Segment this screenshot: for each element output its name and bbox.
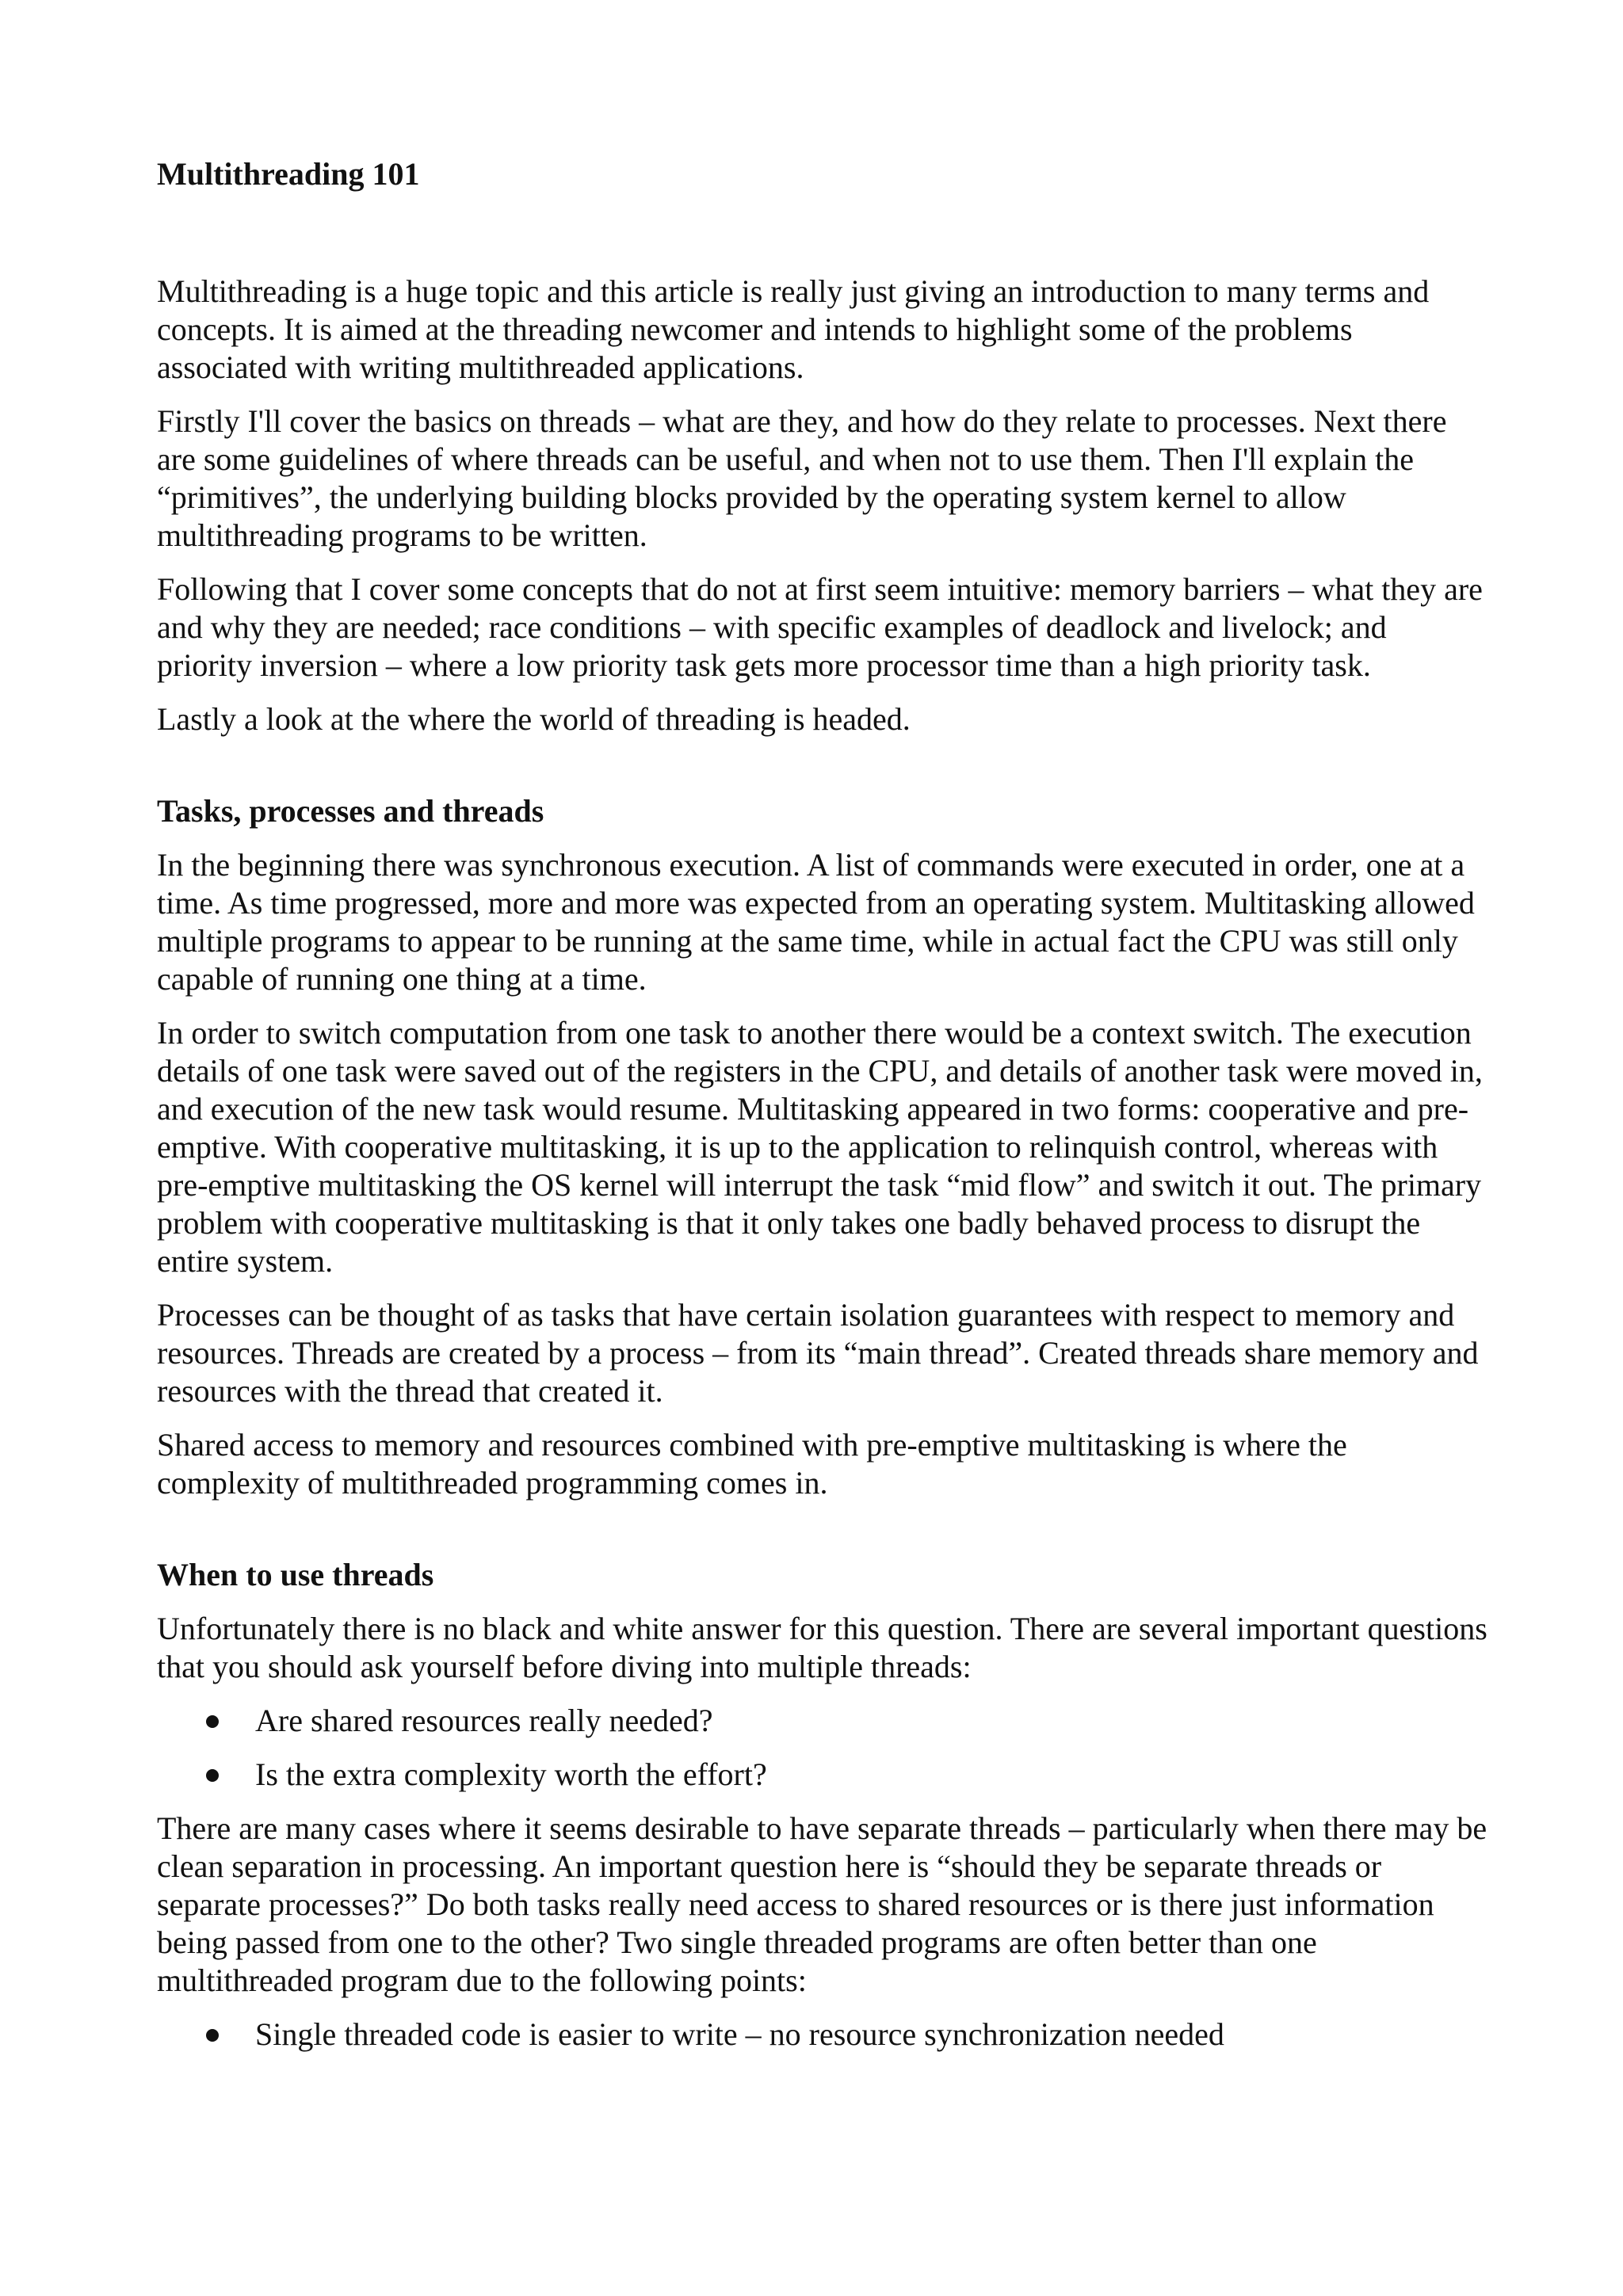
intro-paragraph-2: Firstly I'll cover the basics on threads – what are they, and how do they relate to processes. Next there are some guidelines of where threads can be useful, and when not to use them. Then I'll explain the “primitives”, the underlying building blocks provided by the operating system kernel to allow multithreading programs to be written. <box>157 403 1447 553</box>
intro-section <box>157 273 1488 738</box>
list-item <box>157 2016 1488 2054</box>
tasks-paragraph-3: Processes can be thought of as tasks that have certain isolation guarantees with respect to memory and resources. Threads are created by a process – from its “main thread”. Created threads share memory and resources with the thread that created it. <box>157 1297 1479 1409</box>
tasks-paragraph-1: In the beginning there was synchronous execution. A list of commands were executed in order, one at a time. As time progressed, more and more was expected from an operating system. Multitasking allowed multiple programs to appear to be running at the same time, while in actual fact the CPU was still only capable of running one thing at a time. <box>157 847 1475 997</box>
document-title: Multithreading 101 <box>157 156 420 192</box>
reasons-list <box>157 2016 1488 2054</box>
when-paragraph-1: Unfortunately there is no black and white answer for this question. There are several important questions that you should ask yourself before diving into multiple threads: <box>157 1611 1487 1684</box>
list-item <box>157 1756 1488 1794</box>
when-section-heading: When to use threads <box>157 1557 434 1592</box>
intro-paragraph-3: Following that I cover some concepts that do not at first seem intuitive: memory barriers – what they are and why they are needed; race conditions – with specific examples of deadlock and livelock; and priority inversion – where a low priority task gets more processor time than a high priority task. <box>157 571 1483 683</box>
bullet-icon <box>206 2029 219 2042</box>
bullet-icon <box>206 1769 219 1782</box>
when-paragraph-2: There are many cases where it seems desirable to have separate threads – particularly when there may be clean separation in processing. An important question here is “should they be separate threads or separate processes?” Do both tasks really need access to shared resources or is there just information being passed from one to the other? Two single threaded programs are often better than one multithreaded program due to the following points: <box>157 1810 1487 1998</box>
questions-list <box>157 1702 1488 1794</box>
intro-paragraph-4: Lastly a look at the where the world of threading is headed. <box>157 701 911 737</box>
intro-paragraph-1: Multithreading is a huge topic and this article is really just giving an introduction to many terms and concepts. It is aimed at the threading newcomer and intends to highlight some of the problems associated with writing multithreaded applications. <box>157 273 1430 385</box>
document-page <box>157 155 1488 2069</box>
list-item-text: Are shared resources really needed? <box>255 1703 713 1738</box>
tasks-section <box>157 792 1488 1502</box>
bullet-icon <box>206 1715 219 1728</box>
list-item <box>157 1702 1488 1740</box>
tasks-paragraph-4: Shared access to memory and resources combined with pre-emptive multitasking is where the complexity of multithreaded programming comes in. <box>157 1427 1347 1501</box>
tasks-paragraph-2: In order to switch computation from one task to another there would be a context switch. The execution details of one task were saved out of the registers in the CPU, and details of another task were moved in, and execution of the new task would resume. Multitasking appeared in two forms: cooperative and pre-emptive. With cooperative multitasking, it is up to the application to relinquish control, whereas with pre-emptive multitasking the OS kernel will interrupt the task “mid flow” and switch it out. The primary problem with cooperative multitasking is that it only takes one badly behaved process to disrupt the entire system. <box>157 1015 1483 1279</box>
when-section <box>157 1556 1488 2054</box>
list-item-text: Is the extra complexity worth the effort? <box>255 1756 767 1792</box>
tasks-section-heading: Tasks, processes and threads <box>157 793 544 829</box>
list-item-text: Single threaded code is easier to write – no resource synchronization needed <box>255 2016 1224 2052</box>
